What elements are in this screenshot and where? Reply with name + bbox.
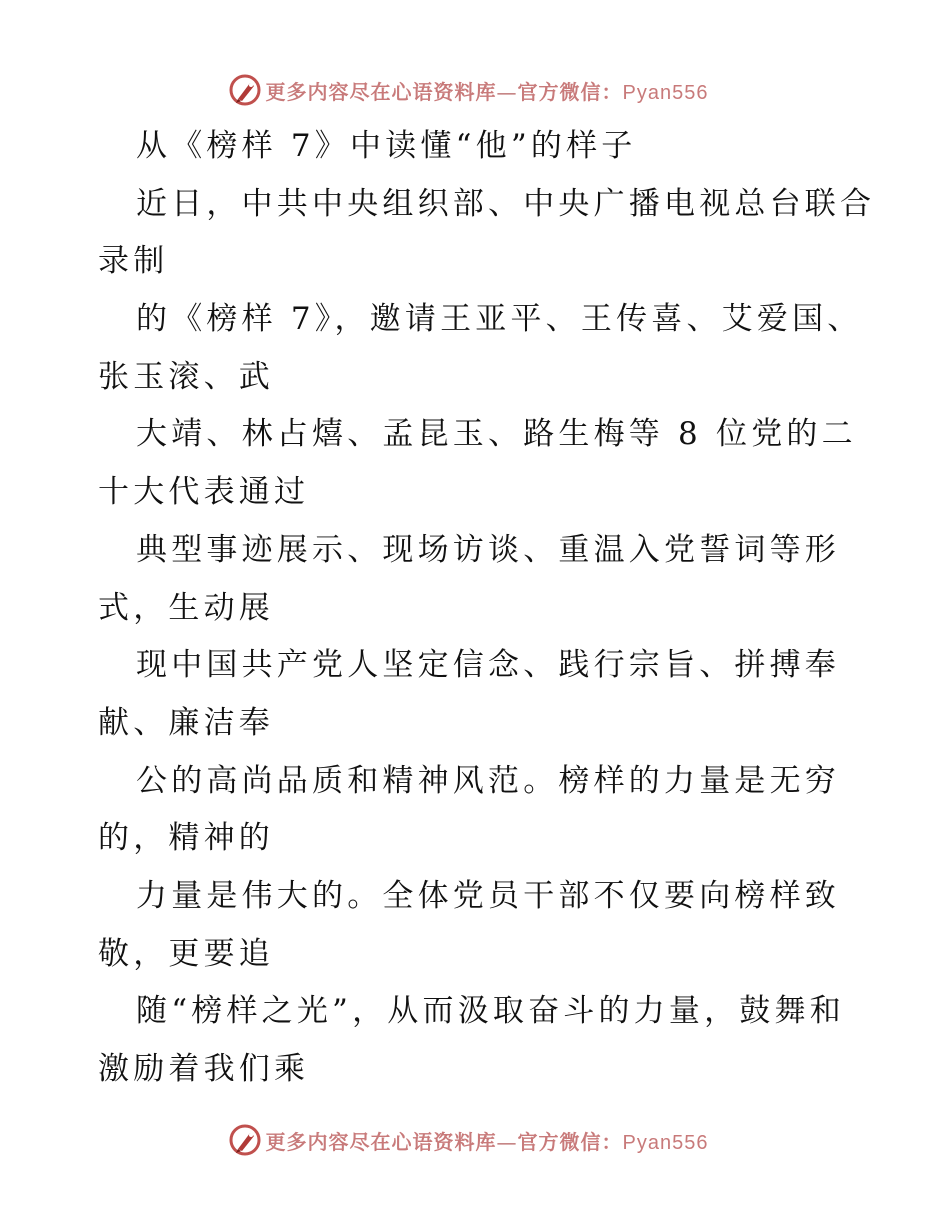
- text-line: 公的高尚品质和精神风范。榜样的力量是无穷: [136, 762, 840, 799]
- text-line: 的，精神的: [98, 820, 274, 857]
- watermark-separator: —: [496, 79, 518, 104]
- document-body: [98, 118, 876, 1099]
- text-line: 的《榜样 7》，邀请王亚平、王传喜、艾爱国、: [136, 301, 863, 338]
- watermark-prefix: 更多内容尽在心语资料库: [265, 79, 497, 104]
- text-line: 敬，更要追: [98, 935, 274, 972]
- pen-logo-icon: [228, 73, 262, 107]
- watermark-suffix: 官方微信：: [517, 1129, 623, 1154]
- watermark-footer: [0, 1120, 950, 1160]
- text-line: 随“榜样之光”，从而汲取奋斗的力量，鼓舞和: [136, 993, 845, 1030]
- watermark-separator: —: [496, 1129, 518, 1154]
- watermark-header: [0, 70, 950, 110]
- document-title-line: 从《榜样 7》中读懂“他”的样子: [136, 128, 637, 164]
- text-line: 大靖、林占熺、孟昆玉、路生梅等 8 位党的二: [136, 416, 857, 453]
- watermark-id: Pyan556: [622, 81, 709, 104]
- watermark-id: Pyan556: [622, 1131, 709, 1154]
- watermark-text: [266, 76, 709, 105]
- watermark-text: [266, 1126, 709, 1155]
- text-line: 献、廉洁奉: [98, 704, 274, 741]
- watermark-suffix: 官方微信：: [517, 79, 623, 104]
- pen-logo-icon: [228, 1123, 262, 1157]
- text-line: 现中国共产党人坚定信念、践行宗旨、拼搏奉: [136, 647, 840, 684]
- text-line: 十大代表通过: [98, 474, 310, 511]
- text-line: 典型事迹展示、现场访谈、重温入党誓词等形: [136, 531, 840, 568]
- text-line: 激励着我们乘: [98, 1051, 310, 1087]
- text-line: 近日，中共中央组织部、中央广播电视总台联合: [136, 185, 876, 222]
- text-line: 录制: [98, 243, 169, 280]
- watermark-prefix: 更多内容尽在心语资料库: [265, 1129, 497, 1154]
- text-line: 张玉滚、武: [98, 358, 274, 395]
- text-line: 力量是伟大的。全体党员干部不仅要向榜样致: [136, 877, 840, 914]
- text-line: 式，生动展: [98, 589, 274, 626]
